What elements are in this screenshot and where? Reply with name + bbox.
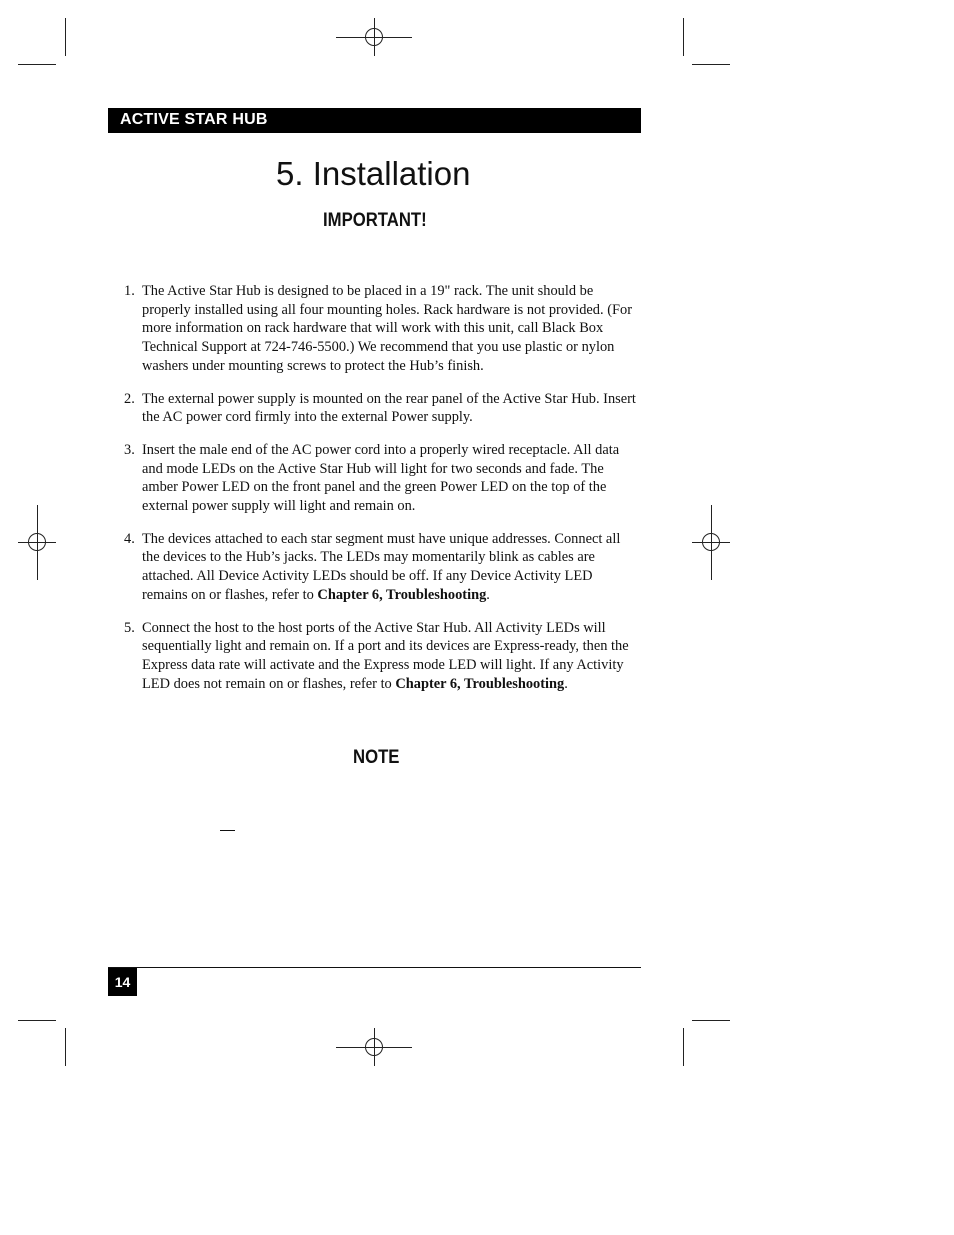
chapter-title: 5. Installation <box>276 155 471 192</box>
step-text-end: . <box>564 675 568 692</box>
chapter-reference: Chapter 6, Troubleshooting <box>395 675 565 692</box>
step-number: 1. <box>124 283 135 299</box>
step-item <box>120 282 640 376</box>
registration-circle <box>702 533 720 551</box>
crop-mark <box>683 18 684 56</box>
registration-circle <box>365 28 383 46</box>
crop-mark <box>65 18 66 56</box>
step-text: The external power supply is mounted on the rear panel of the Active Star Hub. Insert the AC power cord firmly into the external Power supply. <box>142 390 636 426</box>
step-number: 3. <box>124 441 135 458</box>
running-header <box>108 108 641 133</box>
step-text: The devices attached to each star segment must have unique addresses. Connect all the devices to the Hub’s jacks. The LEDs may momentarily blink as cables are attached. All Device Activity LEDs should be off. If any Device Activity LED remains on or flashes, refer to <box>142 530 621 603</box>
step-item <box>120 390 640 427</box>
running-header-title: ACTIVE STAR HUB <box>120 111 268 128</box>
crop-mark <box>65 1028 66 1066</box>
dash-mark <box>220 830 235 831</box>
step-number: 4. <box>124 530 135 547</box>
important-label: IMPORTANT! <box>323 210 427 231</box>
step-item <box>120 619 640 694</box>
page-number-box <box>108 968 137 996</box>
crop-mark <box>692 1020 730 1021</box>
registration-circle <box>365 1038 383 1056</box>
step-number: 2. <box>124 390 135 407</box>
crop-mark <box>18 64 56 65</box>
note-label: NOTE <box>353 747 400 768</box>
installation-steps <box>120 282 640 707</box>
footer-rule <box>108 967 641 968</box>
registration-circle <box>28 533 46 551</box>
chapter-reference: Chapter 6, Troubleshooting <box>317 586 487 603</box>
page-number: 14 <box>114 974 131 990</box>
crop-mark <box>18 1020 56 1021</box>
step-text: Connect the host to the host ports of the Active Star Hub. All Activity LEDs will sequentially light and remain on. If a port and its devices are Express-ready, then the Express data rate will activate and the Express mode LED will light. If any Activity LED does not remain on or flashes, refer to <box>142 619 629 692</box>
step-item <box>120 530 640 605</box>
step-number: 5. <box>124 619 135 636</box>
step-text-end: . <box>486 586 490 603</box>
crop-mark <box>692 64 730 65</box>
step-text: The Active Star Hub is designed to be placed in a 19" rack. The unit should be properly installed using all four mounting holes. Rack hardware is not provided. (For more information on rack hardware that will work with this unit, call Black Box Technical Support at 724-746-5500.) We recommend that you use plastic or nylon washers under mounting screws to protect the Hub’s finish. <box>142 283 632 374</box>
step-item <box>120 441 640 516</box>
crop-mark <box>683 1028 684 1066</box>
step-text: Insert the male end of the AC power cord into a properly wired receptacle. All data and mode LEDs on the Active Star Hub will light for two seconds and fade. The amber Power LED on the front panel and the green Power LED on the top of the external power supply will light and remain on. <box>142 441 620 515</box>
